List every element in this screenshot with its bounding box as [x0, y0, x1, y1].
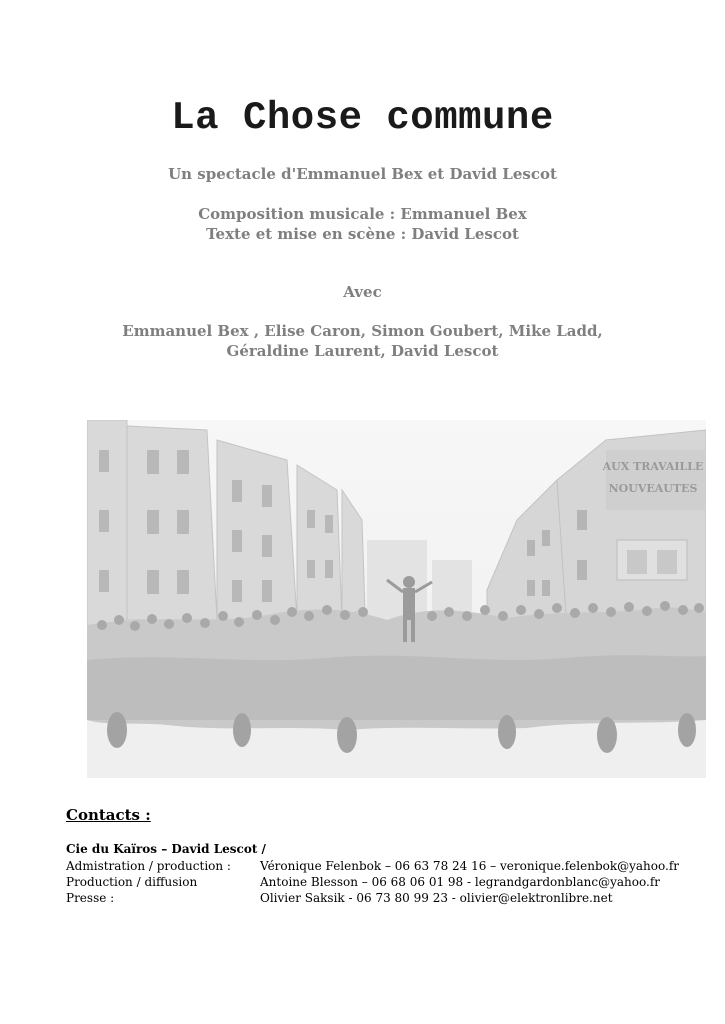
- sign-text-1: AUX TRAVAILLE: [602, 460, 704, 473]
- contact-row: [66, 858, 706, 874]
- composition-credit: Composition musicale : Emmanuel Bex: [198, 205, 527, 223]
- cast-line-1: Emmanuel Bex , Elise Caron, Simon Goubert, Mike Ladd,: [122, 322, 603, 340]
- contacts-heading: Contacts :: [66, 806, 151, 824]
- staging-credit: Texte et mise en scène : David Lescot: [206, 225, 519, 243]
- contact-row: [66, 890, 706, 906]
- contact-role: Production / diffusion: [66, 875, 198, 889]
- sign-text-2: NOUVEAUTES: [608, 482, 698, 495]
- subtitle: Un spectacle d'Emmanuel Bex et David Lescot: [168, 165, 557, 183]
- cast-line-2: Géraldine Laurent, David Lescot: [226, 342, 499, 360]
- contact-role: Admistration / production :: [66, 859, 231, 873]
- contact-row: [66, 874, 706, 890]
- barricade-photo: [87, 420, 706, 778]
- contact-role: Presse :: [66, 891, 115, 905]
- company-name: Cie du Kaïros – David Lescot /: [66, 842, 266, 856]
- contact-detail: Olivier Saksik - 06 73 80 99 23 - olivier@elektronlibre.net: [260, 891, 613, 905]
- document-title: La Chose commune: [171, 96, 554, 140]
- contact-detail: Véronique Felenbok – 06 63 78 24 16 – veronique.felenbok@yahoo.fr: [260, 859, 680, 873]
- cast-heading: Avec: [343, 283, 382, 301]
- contact-detail: Antoine Blesson – 06 68 06 01 98 - legrandgardonblanc@yahoo.fr: [260, 875, 661, 889]
